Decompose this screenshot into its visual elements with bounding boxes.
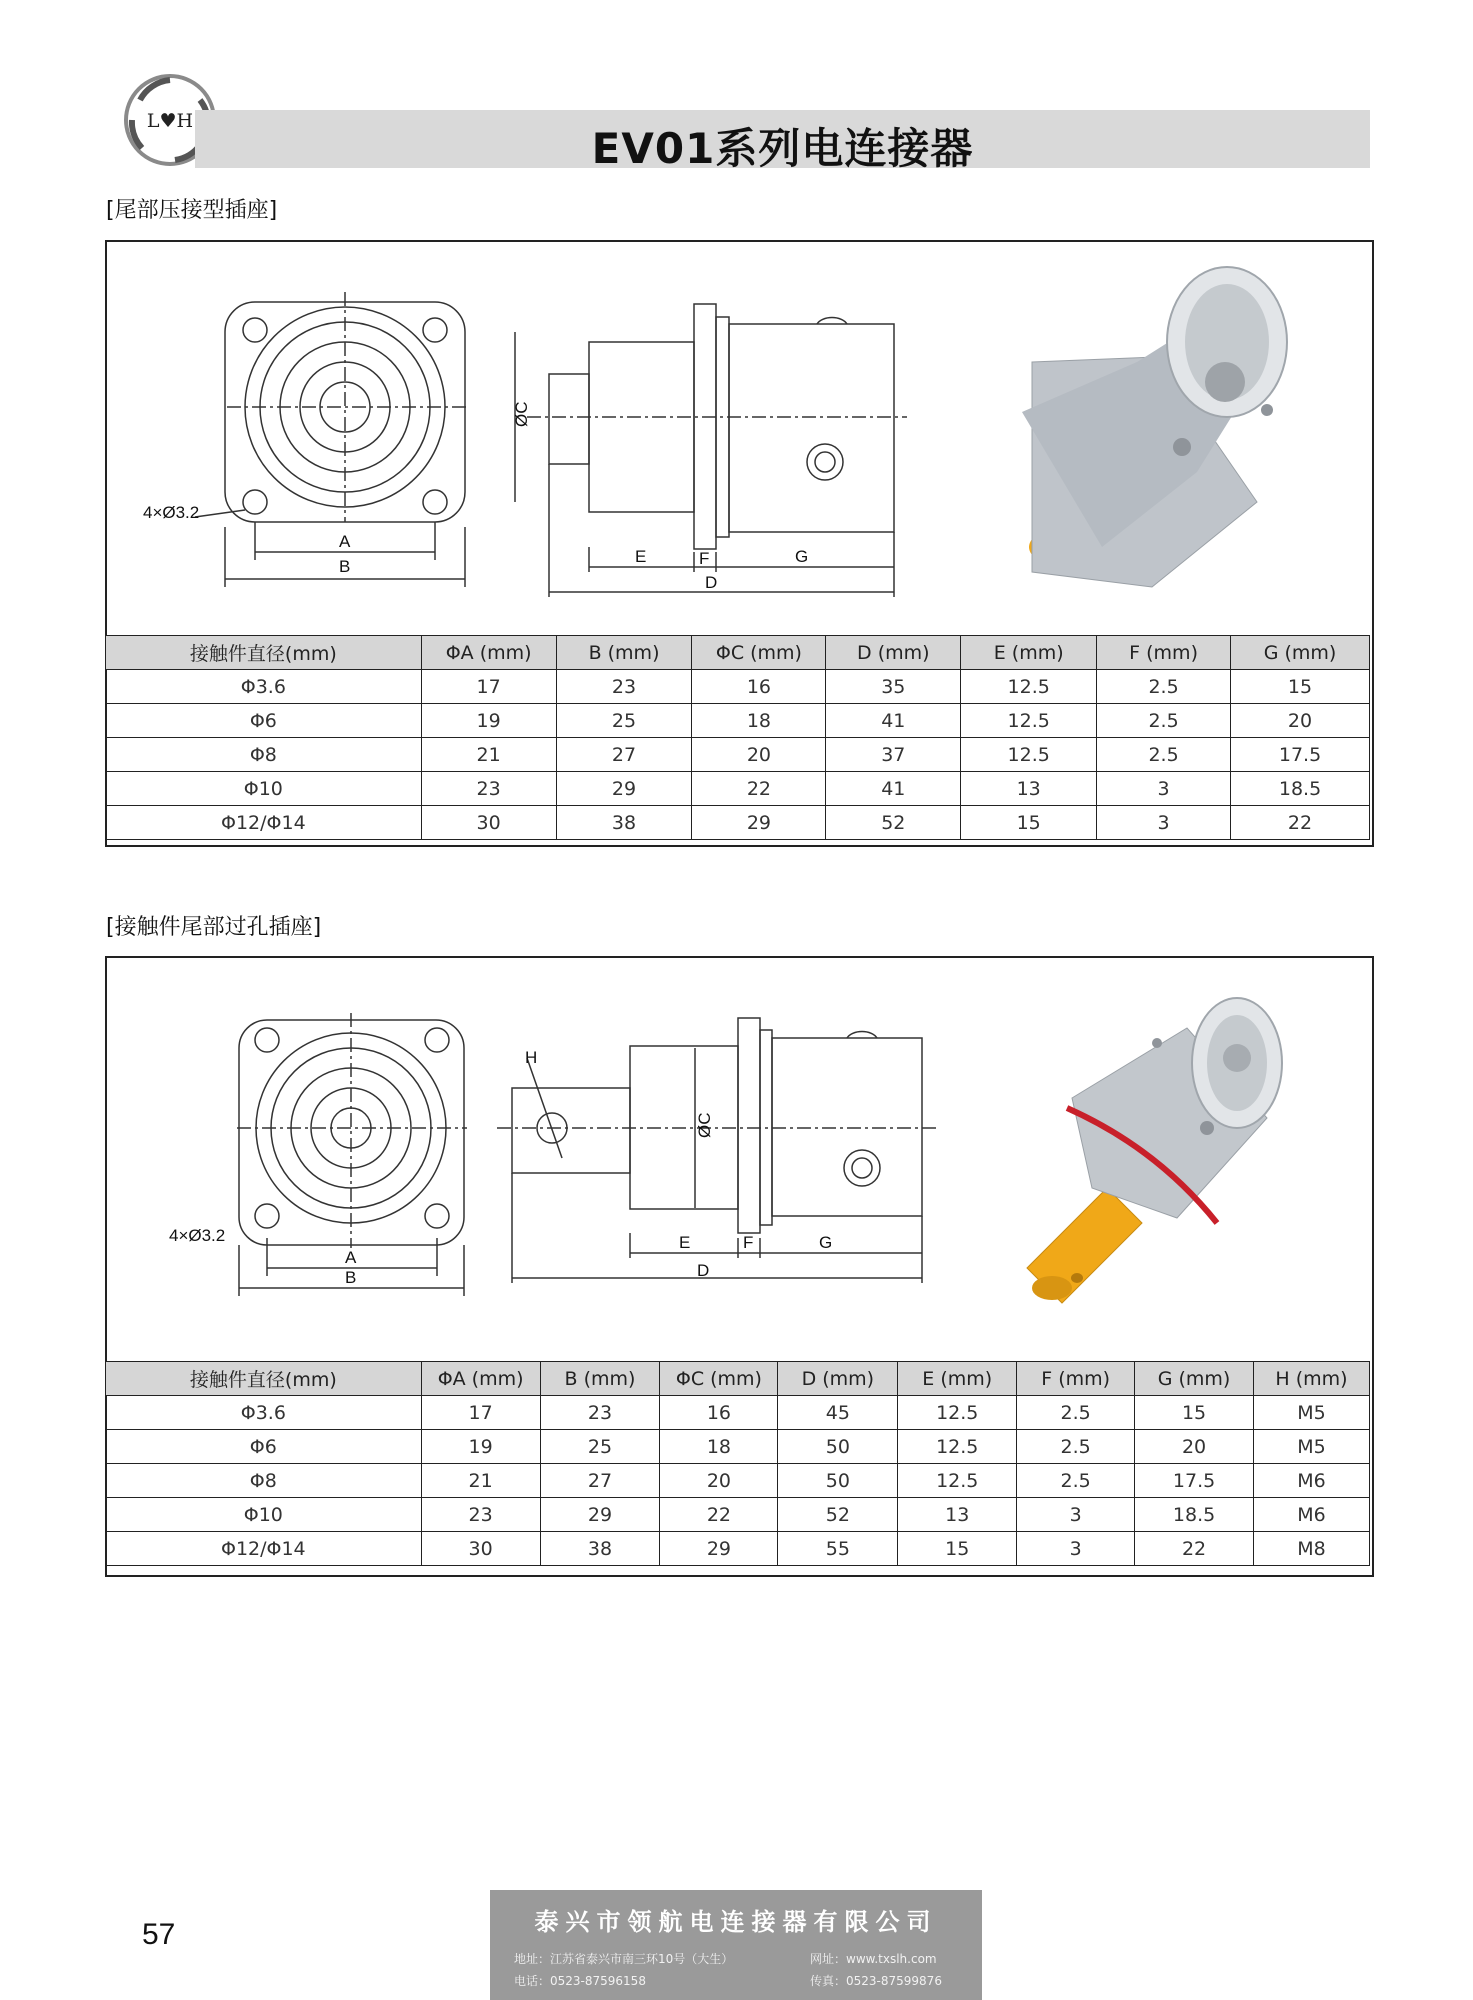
table-row <box>106 1396 1370 1430</box>
table-cell: 15 <box>1135 1396 1254 1430</box>
table-cell: 27 <box>540 1464 660 1498</box>
table-row <box>106 704 1370 738</box>
header-cell: ΦC (mm) <box>660 1362 778 1396</box>
table-cell: 3 <box>1017 1532 1135 1566</box>
table-cell: 3 <box>1017 1498 1135 1532</box>
footer-company-name: 泰兴市领航电连接器有限公司 <box>534 1907 938 1936</box>
section2-product-render <box>1027 998 1282 1303</box>
section2-dim-b: B <box>345 1268 357 1287</box>
table-cell: 21 <box>421 738 556 772</box>
table-cell: 17 <box>421 1396 540 1430</box>
table-cell: 16 <box>692 670 826 704</box>
header-cell: D (mm) <box>826 636 961 670</box>
table-cell: M5 <box>1254 1396 1370 1430</box>
table-cell: M8 <box>1254 1532 1370 1566</box>
table-cell: 12.5 <box>961 738 1097 772</box>
section2-panel <box>105 956 1374 1577</box>
section1-dim-f: F <box>699 549 710 568</box>
table-cell: 21 <box>421 1464 540 1498</box>
section1-dim-e: E <box>635 547 647 566</box>
table-cell: 17.5 <box>1231 738 1370 772</box>
table-cell: 38 <box>540 1532 660 1566</box>
section2-dim-e: E <box>679 1233 691 1252</box>
table-cell: 18 <box>692 704 826 738</box>
table-cell: 22 <box>692 772 826 806</box>
header-cell: F (mm) <box>1097 636 1231 670</box>
section2-holes-label: 4×Ø3.2 <box>169 1226 226 1245</box>
table-cell: 30 <box>421 806 556 840</box>
footer-fax: 传真：0523-87599876 <box>810 1974 942 1988</box>
section1-product-render <box>1022 267 1287 587</box>
table-cell: Φ10 <box>106 772 422 806</box>
table-cell: 12.5 <box>898 1430 1017 1464</box>
table-cell: Φ12/Φ14 <box>106 806 422 840</box>
footer-website: 网址：www.txslh.com <box>810 1952 937 1966</box>
table-cell: 22 <box>660 1498 778 1532</box>
table-cell: Φ8 <box>106 1464 422 1498</box>
table-cell: 41 <box>826 772 961 806</box>
section2-dim-c: ØC <box>695 1112 714 1138</box>
table-cell: 52 <box>778 1498 898 1532</box>
table-header-row <box>106 636 1370 670</box>
table-cell: 15 <box>1231 670 1370 704</box>
table-row <box>106 806 1370 840</box>
table-cell: 25 <box>540 1430 660 1464</box>
header-cell: E (mm) <box>898 1362 1017 1396</box>
header-cell: B (mm) <box>540 1362 660 1396</box>
table-cell: Φ3.6 <box>106 1396 422 1430</box>
table-cell: 2.5 <box>1097 704 1231 738</box>
table-row <box>106 1532 1370 1566</box>
section2-dim-a: A <box>345 1248 357 1267</box>
table-cell: 29 <box>692 806 826 840</box>
table-cell: 20 <box>692 738 826 772</box>
table-cell: Φ3.6 <box>106 670 422 704</box>
footer-address: 地址：江苏省泰兴市南三环10号（大生） <box>514 1952 734 1966</box>
page-number: 57 <box>142 1918 176 1951</box>
table-cell: 29 <box>540 1498 660 1532</box>
table-cell: 23 <box>556 670 692 704</box>
table-header-row <box>106 1362 1370 1396</box>
table-row <box>106 1464 1370 1498</box>
table-cell: Φ10 <box>106 1498 422 1532</box>
table-cell: 2.5 <box>1017 1464 1135 1498</box>
section2-dim-g: G <box>819 1233 833 1252</box>
table-cell: 3 <box>1097 806 1231 840</box>
table-cell: 2.5 <box>1097 670 1231 704</box>
table-cell: Φ8 <box>106 738 422 772</box>
table-cell: M6 <box>1254 1464 1370 1498</box>
table-cell: Φ6 <box>106 1430 422 1464</box>
table-cell: 20 <box>660 1464 778 1498</box>
company-footer <box>490 1890 982 2000</box>
header-cell: G (mm) <box>1231 636 1370 670</box>
table-cell: 12.5 <box>898 1396 1017 1430</box>
table-row <box>106 772 1370 806</box>
table-cell: 22 <box>1135 1532 1254 1566</box>
section1-dim-g: G <box>795 547 809 566</box>
table-row <box>106 1430 1370 1464</box>
header-cell: D (mm) <box>778 1362 898 1396</box>
table-cell: 38 <box>556 806 692 840</box>
table-row <box>106 1498 1370 1532</box>
table-cell: 2.5 <box>1097 738 1231 772</box>
table-cell: 16 <box>660 1396 778 1430</box>
table-cell: Φ12/Φ14 <box>106 1532 422 1566</box>
table-cell: 17 <box>421 670 556 704</box>
section2-label: [接触件尾部过孔插座] <box>106 915 322 940</box>
table-cell: M5 <box>1254 1430 1370 1464</box>
header-cell: F (mm) <box>1017 1362 1135 1396</box>
table-cell: 20 <box>1231 704 1370 738</box>
header-cell: 接触件直径(mm) <box>106 1362 422 1396</box>
table-cell: 50 <box>778 1430 898 1464</box>
table-cell: 30 <box>421 1532 540 1566</box>
table-cell: 2.5 <box>1017 1396 1135 1430</box>
section1-label: [尾部压接型插座] <box>106 198 278 223</box>
header-cell: ΦA (mm) <box>421 1362 540 1396</box>
table-cell: 29 <box>556 772 692 806</box>
page-title: EV01系列电连接器 <box>591 124 974 173</box>
section1-dim-c: ØC <box>512 401 531 427</box>
header-cell: ΦC (mm) <box>692 636 826 670</box>
table-cell: 37 <box>826 738 961 772</box>
section2-dim-d: D <box>697 1261 710 1280</box>
section1-spec-table <box>105 635 1370 840</box>
table-cell: 13 <box>898 1498 1017 1532</box>
table-cell: 29 <box>660 1532 778 1566</box>
table-cell: 27 <box>556 738 692 772</box>
table-cell: 12.5 <box>961 704 1097 738</box>
table-cell: 52 <box>826 806 961 840</box>
table-cell: 19 <box>421 704 556 738</box>
section1-dim-a: A <box>339 532 351 551</box>
section2-dim-f: F <box>743 1233 754 1252</box>
header-cell: E (mm) <box>961 636 1097 670</box>
header-bar <box>195 110 1370 173</box>
table-cell: 13 <box>961 772 1097 806</box>
table-cell: 41 <box>826 704 961 738</box>
footer-phone: 电话：0523-87596158 <box>514 1974 646 1988</box>
table-cell: 3 <box>1097 772 1231 806</box>
section2-drawing <box>107 958 1372 1363</box>
table-cell: 23 <box>421 772 556 806</box>
table-cell: 50 <box>778 1464 898 1498</box>
table-cell: 15 <box>961 806 1097 840</box>
table-cell: 25 <box>556 704 692 738</box>
table-row <box>106 670 1370 704</box>
table-cell: 15 <box>898 1532 1017 1566</box>
header-cell: ΦA (mm) <box>421 636 556 670</box>
table-cell: 17.5 <box>1135 1464 1254 1498</box>
section1-holes-label: 4×Ø3.2 <box>143 503 200 522</box>
section1-panel <box>105 240 1374 847</box>
table-cell: 22 <box>1231 806 1370 840</box>
table-cell: 35 <box>826 670 961 704</box>
table-cell: 18 <box>660 1430 778 1464</box>
section1-dim-b: B <box>339 557 351 576</box>
header-cell: G (mm) <box>1135 1362 1254 1396</box>
header-cell: 接触件直径(mm) <box>106 636 422 670</box>
table-cell: 18.5 <box>1231 772 1370 806</box>
table-cell: 12.5 <box>961 670 1097 704</box>
table-cell: 45 <box>778 1396 898 1430</box>
logo-text: L♥H <box>146 110 194 132</box>
table-row <box>106 738 1370 772</box>
table-cell: 23 <box>540 1396 660 1430</box>
table-cell: 19 <box>421 1430 540 1464</box>
header-cell: B (mm) <box>556 636 692 670</box>
section1-dim-d: D <box>705 573 718 592</box>
section1-drawing <box>107 242 1372 637</box>
table-cell: 2.5 <box>1017 1430 1135 1464</box>
table-cell: 55 <box>778 1532 898 1566</box>
table-cell: Φ6 <box>106 704 422 738</box>
section2-spec-table <box>105 1361 1370 1566</box>
section2-dim-h: H <box>525 1048 538 1067</box>
table-cell: 23 <box>421 1498 540 1532</box>
table-cell: 12.5 <box>898 1464 1017 1498</box>
table-cell: 18.5 <box>1135 1498 1254 1532</box>
table-cell: 20 <box>1135 1430 1254 1464</box>
header-cell: H (mm) <box>1254 1362 1370 1396</box>
table-cell: M6 <box>1254 1498 1370 1532</box>
